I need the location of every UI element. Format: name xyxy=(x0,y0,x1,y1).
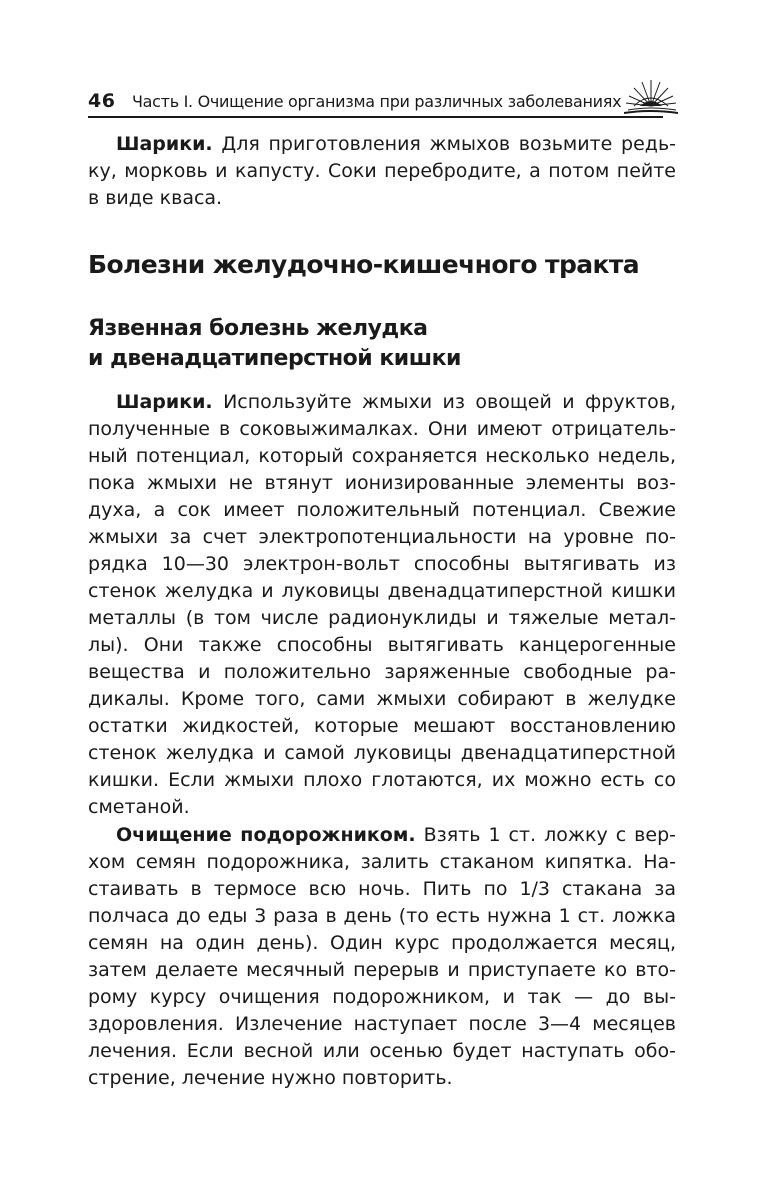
sub-heading-line-1: Язвенная болезнь желудка xyxy=(88,316,428,341)
sharik-line-15: кишки. Если жмыхи плохо глотаются, их можно есть со xyxy=(88,769,676,791)
sharik-line-8: стенок желудка и луковицы двенадцатиперстной кишки xyxy=(88,580,676,602)
sharik-line-12: дикалы. Кроме того, сами жмыхи собирают в желудке xyxy=(88,688,676,710)
plantain-line-6: затем делаете месячный перерыв и приступаете ко вто- xyxy=(88,959,676,981)
plantain-line-3: стаивать в термосе всю ночь. Пить по 1/3 стакана за xyxy=(88,878,676,900)
intro-paragraph xyxy=(88,131,676,212)
sub-heading-line-2: и двенадцатиперстной кишки xyxy=(88,346,461,371)
intro-line-1: Шарики. Для приготовления жмыхов возьмите редь- xyxy=(116,133,676,155)
sharik-line-13: остатки жидкостей, которые мешают восстановлению xyxy=(88,715,676,737)
plantain-line-10: стрение, лечение нужно повторить. xyxy=(88,1067,453,1089)
sharik-line-16: сметаной. xyxy=(88,796,190,818)
sharik-line-4: пока жмыхи не втянут ионизированные элементы воз- xyxy=(88,472,676,494)
sharik-line-1: Шарики. Используйте жмыхи из овощей и фруктов, xyxy=(116,391,676,413)
sharik-line-6: жмыхи за счет электропотенциальности на уровне по- xyxy=(88,526,676,548)
plantain-line-4: полчаса до еды 3 раза в день (то есть нужна 1 ст. ложка xyxy=(88,905,676,927)
running-header xyxy=(88,76,678,116)
sharik-line-3: ный потенциал, который сохраняется несколько недель, xyxy=(88,445,676,467)
sun-ornament-icon xyxy=(620,76,680,118)
page-number: 46 xyxy=(88,90,116,112)
plantain-line-2: хом семян подорожника, залить стаканом кипятка. На- xyxy=(88,851,676,873)
sharik-run-in: Шарики. xyxy=(116,391,213,413)
sharik-line-7: рядка 10—30 электрон-вольт способны вытягивать из xyxy=(88,553,676,575)
sharik-line-11: вещества и положительно заряженные свободные ра- xyxy=(88,661,676,683)
intro-line-2: ку, морковь и капусту. Соки перебродите, а потом пейте xyxy=(88,160,676,182)
sharik-line-9: металлы (в том числе радионуклиды и тяжелые метал- xyxy=(88,607,676,629)
sharik-line-10: лы). Они также способны вытягивать канцерогенные xyxy=(88,634,676,656)
section-heading: Болезни желудочно-кишечного тракта xyxy=(88,250,640,279)
paragraph-plantain xyxy=(88,822,676,1092)
running-title: Часть I. Очищение организма при различных заболеваниях xyxy=(132,92,622,111)
paragraph-sharik xyxy=(88,389,676,821)
plantain-line-5: семян на один день). Один курс продолжается месяц, xyxy=(88,932,676,954)
intro-run-in: Шарики. xyxy=(116,133,213,155)
plantain-line-1: Очищение подорожником. Взять 1 ст. ложку с вер- xyxy=(116,824,676,846)
sharik-line-5: духа, а сок имеет положительный потенциал. Свежие xyxy=(88,499,676,521)
plantain-line-8: здоровления. Излечение наступает после 3—4 месяцев xyxy=(88,1013,676,1035)
plantain-line-9: лечения. Если весной или осенью будет наступать обо- xyxy=(88,1040,676,1062)
header-rule xyxy=(88,116,663,118)
intro-line-3: в виде кваса. xyxy=(88,187,223,209)
plantain-line-7: рому курсу очищения подорожником, и так — до вы- xyxy=(88,986,676,1008)
plantain-run-in: Очищение подорожником. xyxy=(116,824,416,846)
sub-heading xyxy=(88,314,461,374)
sharik-line-14: стенок желудка и самой луковицы двенадцатиперстной xyxy=(88,742,676,764)
sharik-line-2: полученные в соковыжималках. Они имеют отрицатель- xyxy=(88,418,676,440)
